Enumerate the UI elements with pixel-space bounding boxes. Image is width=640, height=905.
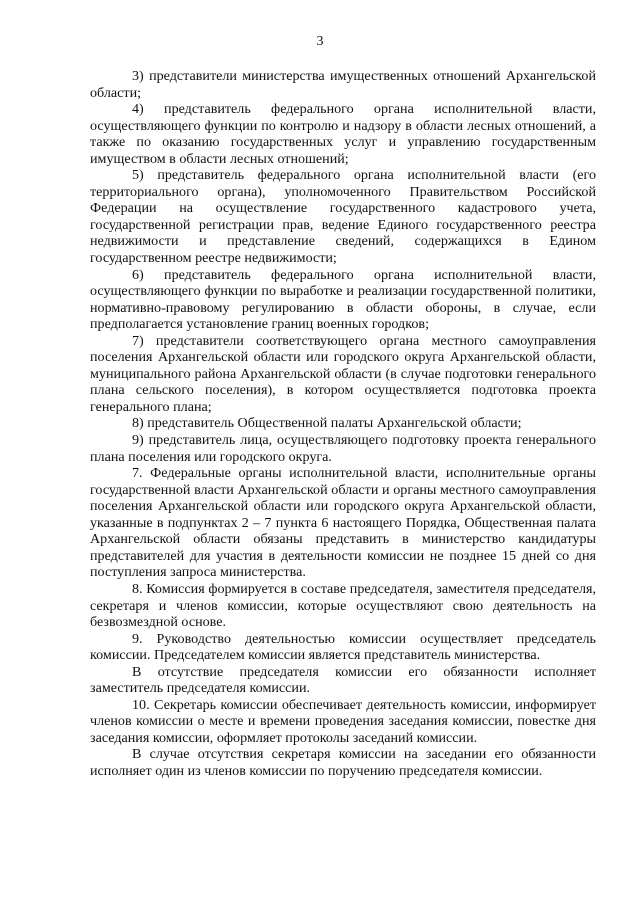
page-number: 3 bbox=[316, 34, 324, 49]
paragraph-item-5: 5) представитель федерального органа исполнительной власти (его территориального органа), уполномоченного Правительством Российской Федерации на осуществление государственного кадастрового учета, государственной регистрации прав, ведение Единого государственного реестра недвижимости и представление сведений, содержащихся в Едином государственном реестре недвижимости; bbox=[90, 167, 596, 267]
paragraph-item-4: 4) представитель федерального органа исполнительной власти, осуществляющего функции по контролю и надзору в области лесных отношений, а также по оказанию государственных услуг и управлению государственным имуществом в области лесных отношений; bbox=[90, 101, 596, 167]
paragraph-item-3: 3) представители министерства имущественных отношений Архангельской области; bbox=[90, 68, 596, 101]
paragraph-item-9: 9) представитель лица, осуществляющего подготовку проекта генерального плана поселения или городского округа. bbox=[90, 432, 596, 465]
paragraph-clause-10-continued: В случае отсутствия секретаря комиссии на заседании его обязанности исполняет один из членов комиссии по поручению председателя комиссии. bbox=[90, 746, 596, 779]
paragraph-clause-9-continued: В отсутствие председателя комиссии его обязанности исполняет заместитель председателя комиссии. bbox=[90, 663, 596, 697]
paragraph-clause-9: 9. Руководство деятельностью комиссии осуществляет председатель комиссии. Председателем комиссии является представитель министерства. bbox=[90, 630, 596, 664]
paragraph-clause-7: 7. Федеральные органы исполнительной власти, исполнительные органы государственной власти Архангельской области и органы местного самоуправления поселения Архангельской области или городского округа Архангельской области, указанные в подпунктах 2 – 7 пункта 6 настоящего Порядка, Общественная палата Архангельской области обязаны представить в министерство кандидатуры представителей для участия в деятельности комиссии не позднее 15 дней со дня поступления запроса министерства. bbox=[90, 465, 596, 581]
document-body bbox=[90, 68, 596, 780]
paragraph-item-8: 8) представитель Общественной палаты Архангельской области; bbox=[132, 415, 522, 432]
paragraph-item-7: 7) представители соответствующего органа местного самоуправления поселения Архангельской области или городского округа Архангельской области, муниципального района Архангельской области (в случае подготовки генерального плана сельского поселения), в котором осуществляется подготовка проекта генерального плана; bbox=[90, 332, 596, 415]
paragraph-item-6: 6) представитель федерального органа исполнительной власти, осуществляющего функции по выработке и реализации государственной политики, нормативно-правовому регулированию в области обороны, в случае, если предполагается установление границ военных городков; bbox=[90, 266, 596, 333]
paragraph-clause-8: 8. Комиссия формируется в составе председателя, заместителя председателя, секретаря и членов комиссии, которые осуществляют свою деятельность на безвозмездной основе. bbox=[90, 580, 596, 631]
paragraph-clause-10: 10. Секретарь комиссии обеспечивает деятельность комиссии, информирует членов комиссии о месте и времени проведения заседания комиссии, повестке дня заседания комиссии, оформляет протоколы заседаний комиссии. bbox=[90, 696, 596, 746]
